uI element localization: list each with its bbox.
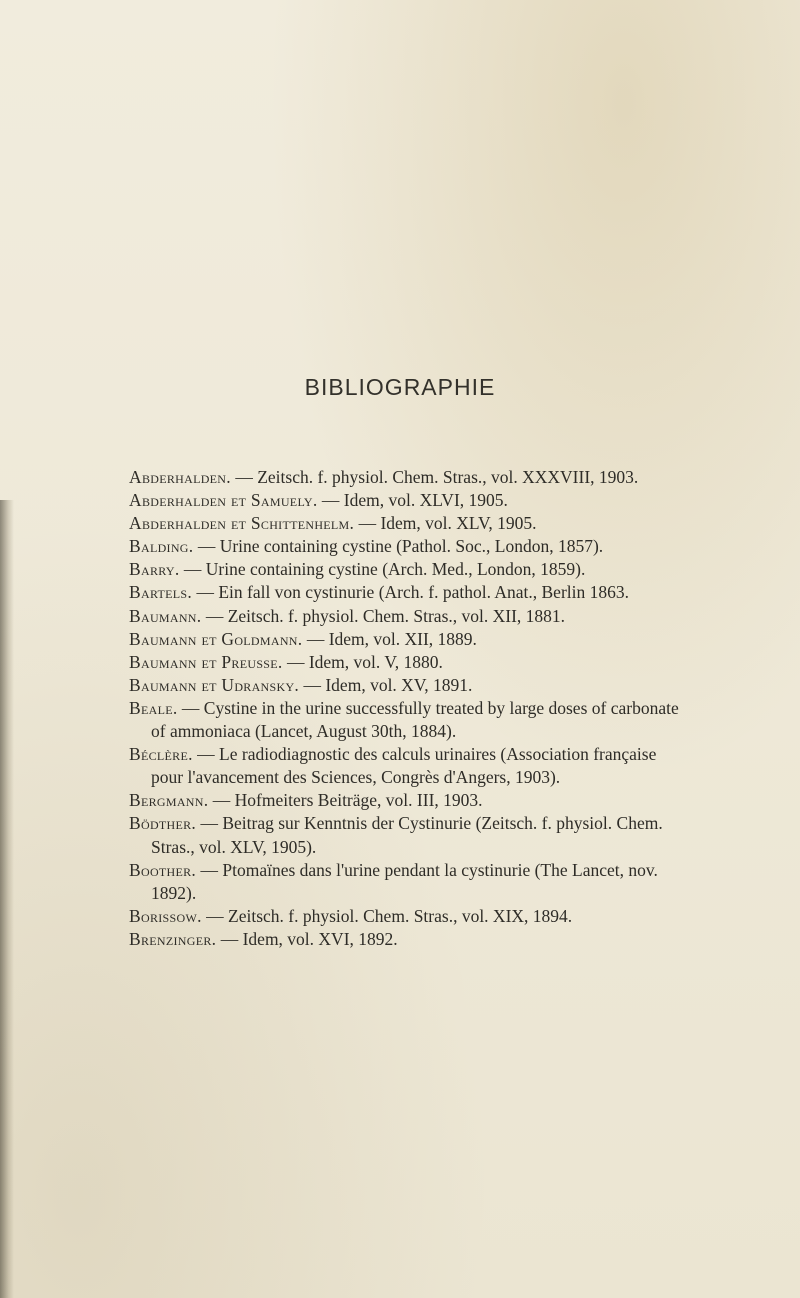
bibliography-entry	[129, 928, 689, 951]
entry-reference: — Ptomaïnes dans l'urine pendant la cystinurie (The Lancet, nov. 1892).	[151, 859, 658, 903]
entry-author: Abderhalden et Schittenhelm.	[129, 513, 355, 534]
bibliography-entry	[129, 512, 689, 535]
bibliography-entry	[129, 628, 689, 651]
entry-author: Abderhalden et Samuely.	[129, 490, 318, 511]
entry-reference: — Cystine in the urine successfully treated by large doses of carbonate of ammoniaca (Lancet, August 30th, 1884).	[151, 697, 679, 742]
entry-author: Baumann.	[129, 605, 202, 626]
entry-reference: — Urine containing cystine (Pathol. Soc., London, 1857).	[193, 536, 604, 557]
entry-author: Baumann et Preusse.	[129, 651, 283, 672]
entry-author: Beale.	[129, 697, 178, 718]
entry-reference: — Zeitsch. f. physiol. Chem. Stras., vol. XII, 1881.	[201, 605, 566, 626]
entry-author: Barry.	[129, 559, 180, 580]
entry-reference: — Idem, vol. XV, 1891.	[299, 674, 473, 695]
bibliography-entry	[129, 697, 689, 743]
bibliography-list	[129, 466, 689, 951]
entry-author: Boother.	[129, 859, 197, 880]
page-binding-edge	[0, 500, 14, 1298]
entry-author: Balding.	[129, 536, 194, 557]
entry-reference: — Urine containing cystine (Arch. Med., London, 1859).	[179, 559, 586, 580]
entry-reference: — Zeitsch. f. physiol. Chem. Stras., vol. XXXVIII, 1903.	[230, 467, 639, 487]
bibliography-entry	[129, 581, 689, 604]
entry-reference: — Zeitsch. f. physiol. Chem. Stras., vol. XIX, 1894.	[201, 905, 573, 926]
entry-author: Baumann et Udransky.	[129, 674, 300, 695]
entry-author: Bergmann.	[129, 790, 209, 811]
bibliography-entry	[129, 859, 689, 905]
entry-reference: — Idem, vol. XII, 1889.	[302, 628, 477, 649]
bibliography-entry	[129, 489, 689, 512]
bibliography-entry	[129, 674, 689, 697]
entry-reference: — Idem, vol. V, 1880.	[282, 651, 443, 672]
bibliography-entry	[129, 789, 689, 812]
entry-author: Bödther.	[129, 813, 197, 834]
bibliography-entry	[129, 466, 689, 489]
entry-reference: — Idem, vol. XVI, 1892.	[216, 928, 398, 949]
bibliography-entry	[129, 905, 689, 928]
entry-reference: — Hofmeiters Beiträge, vol. III, 1903.	[208, 790, 483, 811]
entry-reference: — Idem, vol. XLVI, 1905.	[317, 490, 508, 511]
entry-reference: — Ein fall von cystinurie (Arch. f. pathol. Anat., Berlin 1863.	[192, 582, 629, 603]
entry-author: Baumann et Goldmann.	[129, 628, 303, 649]
entry-author: Bartels.	[129, 582, 193, 603]
page-title: BIBLIOGRAPHIE	[304, 374, 496, 400]
entry-author: Abderhalden.	[129, 467, 231, 487]
bibliography-entry	[129, 812, 689, 858]
bibliography-entry	[129, 605, 689, 628]
entry-reference: — Le radiodiagnostic des calculs urinaires (Association française pour l'avancement des Sciences, Congrès d'Angers, 1903).	[151, 744, 657, 788]
entry-reference: — Beitrag sur Kenntnis der Cystinurie (Zeitsch. f. physiol. Chem. Stras., vol. XLV, 1905).	[151, 813, 663, 857]
entry-author: Béclère.	[129, 744, 193, 765]
bibliography-entry	[129, 651, 689, 674]
bibliography-entry	[129, 743, 689, 789]
entry-author: Brenzinger.	[129, 928, 217, 949]
entry-reference: — Idem, vol. XLV, 1905.	[354, 513, 537, 534]
bibliography-entry	[129, 535, 689, 558]
bibliography-entry	[129, 558, 689, 581]
entry-author: Borissow.	[129, 905, 202, 926]
